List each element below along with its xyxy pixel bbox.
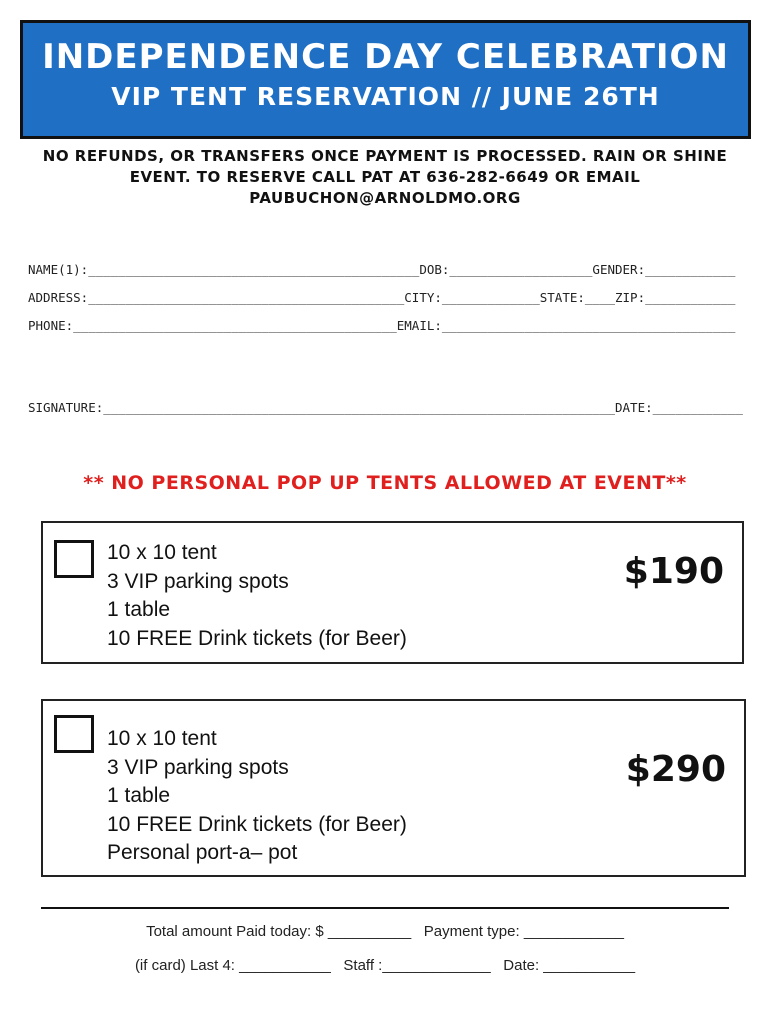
package-option-2 [41, 699, 746, 877]
no-tents-warning: ** NO PERSONAL POP UP TENTS ALLOWED AT EVENT** [83, 472, 687, 494]
list-item: 10 x 10 tent [107, 727, 217, 750]
list-item: 3 VIP parking spots [107, 755, 289, 779]
list-item: Personal port-a– pot [107, 841, 298, 865]
list-item: 10 FREE Drink tickets (for Beer) [107, 626, 407, 650]
package-1-items [107, 539, 407, 653]
list-item: 1 table [107, 784, 171, 808]
form-line-name[interactable]: NAME(1):____________________________________________DOB:___________________GENDER:____________ [28, 262, 736, 277]
package-1-checkbox[interactable] [54, 540, 94, 578]
form-line-phone[interactable]: PHONE:___________________________________________EMAIL:_______________________________________ [28, 318, 736, 333]
form-line-address[interactable]: ADDRESS:__________________________________________CITY:_____________STATE:____ZIP:____________ [28, 290, 736, 305]
list-item: 1 table [107, 598, 171, 622]
payment-line[interactable]: Total amount Paid today: $ __________ Payment type: ____________ [146, 923, 624, 940]
event-title: INDEPENDENCE DAY CELEBRATION [42, 37, 729, 77]
staff-line[interactable]: (if card) Last 4: ___________ Staff :_____________ Date: ___________ [134, 957, 636, 974]
header-banner [20, 20, 751, 139]
form-line-signature[interactable]: SIGNATURE:____________________________________________________________________DATE:____________ [28, 400, 743, 415]
list-item: 10 x 10 tent [107, 541, 217, 564]
event-subtitle: VIP TENT RESERVATION // JUNE 26TH [111, 82, 660, 111]
package-1-price: $190 [623, 551, 724, 592]
divider [41, 907, 729, 909]
refund-notice: NO REFUNDS, OR TRANSFERS ONCE PAYMENT IS PROCESSED. RAIN OR SHINE EVENT. TO RESERVE CALL PAT AT 636-282-6649 OR EMAIL PAUBUCHON@ARNOLDMO.ORG [42, 147, 728, 207]
package-2-price: $290 [625, 749, 726, 790]
package-option-1 [41, 521, 744, 664]
list-item: 10 FREE Drink tickets (for Beer) [107, 812, 407, 836]
package-2-checkbox[interactable] [54, 715, 94, 753]
list-item: 3 VIP parking spots [107, 569, 289, 593]
package-2-items [107, 725, 407, 868]
